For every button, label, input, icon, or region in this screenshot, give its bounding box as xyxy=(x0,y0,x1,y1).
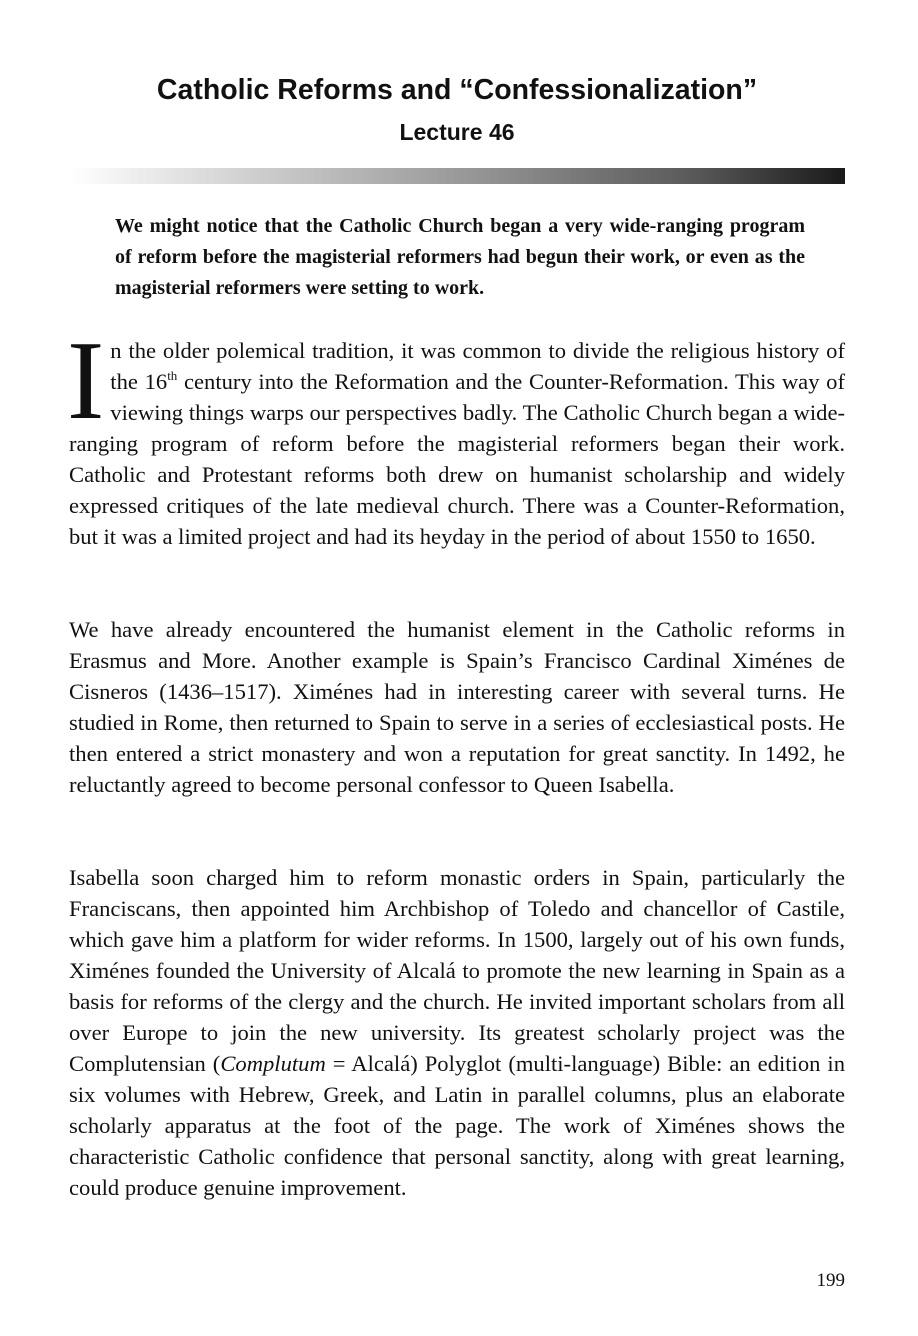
paragraph-1-text-b: century into the Reformation and the Counter-Reformation. This way of viewing things warps our perspectives badly. The Catholic Church began a wide-ranging program of reform before the magisterial reformers began their work. Catholic and Protestant reforms both drew on humanist scholarship and widely expressed critiques of the late medieval church. There was a Counter-Reformation, but it was a limited project and had its heyday in the period of about 1550 to 1650. xyxy=(69,369,845,549)
epigraph-quote: We might notice that the Catholic Church began a very wide-ranging program of reform before the magisterial reformers had begun their work, or even as the magisterial reformers were setting to work. xyxy=(115,215,805,299)
page-title: Catholic Reforms and “Confessionalization” xyxy=(156,74,758,106)
paragraph-3 xyxy=(69,862,845,1203)
lecture-number: Lecture 46 xyxy=(399,119,515,145)
paragraph-1 xyxy=(67,319,845,552)
ordinal-superscript: th xyxy=(167,368,178,383)
paragraph-2: We have already encountered the humanist element in the Catholic reforms in Erasmus and More. Another example is Spain’s Francisco Cardinal Ximénes de Cisneros (1436–1517). Ximénes had in interesting career with several turns. He studied in Rome, then returned to Spain to serve in a series of ecclesiastical posts. He then entered a strict monastery and won a reputation for great sanctity. In 1492, he reluctantly agreed to become personal confessor to Queen Isabella. xyxy=(69,617,845,797)
drop-cap: I xyxy=(67,319,105,443)
paragraph-3-text-b: = Alcalá) Polyglot (multi-language) Bible: an edition in six volumes with Hebrew, Greek, and Latin in parallel columns, plus an elaborate scholarly apparatus at the foot of the page. The work of Ximénes shows the characteristic Catholic confidence that personal sanctity, along with great learning, could produce genuine improvement. xyxy=(69,1051,845,1200)
gradient-divider xyxy=(70,168,845,184)
paragraph-1-text-a: n the older polemical tradition, it was common to divide the religious history of the 16 xyxy=(110,338,845,394)
page-number: 199 xyxy=(816,1270,845,1291)
paragraph-3-text-a: Isabella soon charged him to reform monastic orders in Spain, particularly the Franciscans, then appointed him Archbishop of Toledo and chancellor of Castile, which gave him a platform for wider reforms. In 1500, largely out of his own funds, Ximénes founded the University of Alcalá to promote the new learning in Spain as a basis for reforms of the clergy and the church. He invited important scholars from all over Europe to join the new university. Its greatest scholarly project was the Complutensian ( xyxy=(69,865,845,1076)
paragraph-3-italic: Complutum xyxy=(220,1051,326,1076)
